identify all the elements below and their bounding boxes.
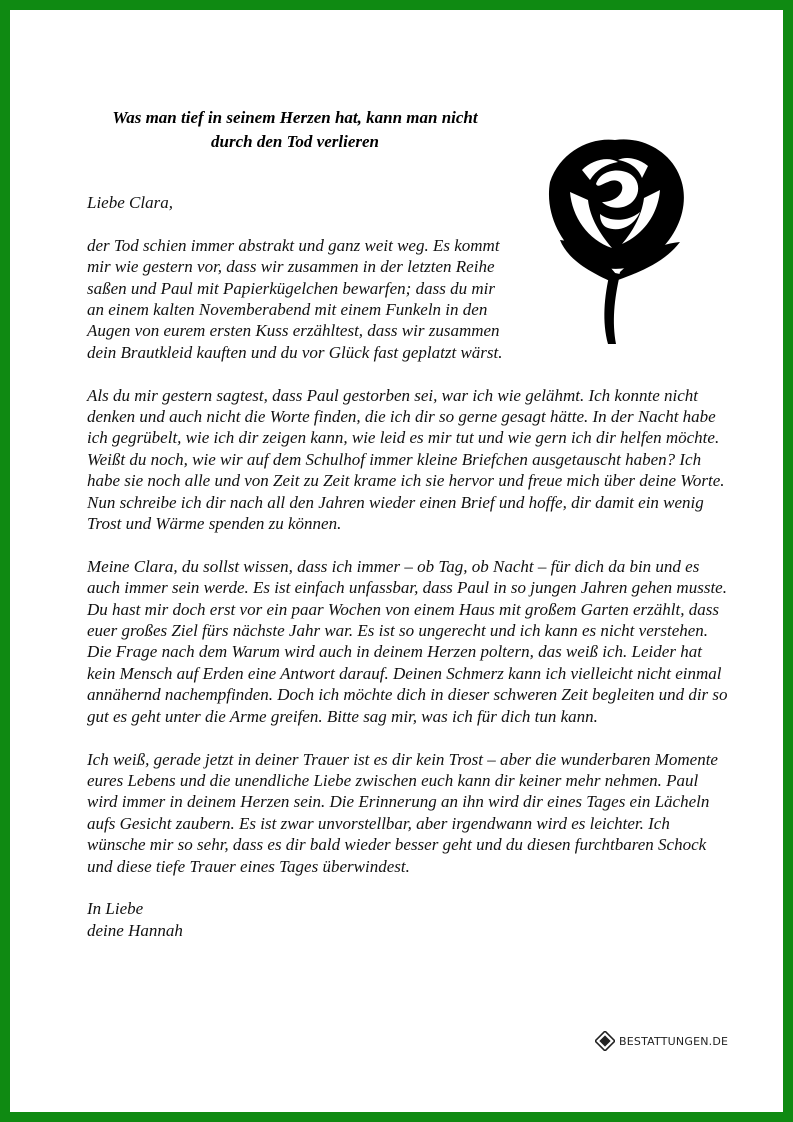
paragraph-4: Ich weiß, gerade jetzt in deiner Trauer ist es dir kein Trost – aber die wunderbaren Momente eures Lebens und die unendliche Liebe zwischen euch kann dir keiner mehr nehmen. Paul wird immer in deinem Herzen sein. Die Erinnerung an ihn wird dir eines Tages ein Lächeln aufs Gesicht zaubern. Es ist zwar unvorstellbar, aber irgendwann wird es leichter. Ich wünsche mir so sehr, dass es dir bald wieder besser geht und du diesen furchtbaren Schock und diese tiefe Trauer eines Tages überwindest. <box>87 749 718 876</box>
title-line-2: durch den Tod verlieren <box>211 132 379 151</box>
closing-line-1: In Liebe <box>87 899 144 919</box>
bestattungen-logo-icon <box>595 1031 615 1051</box>
brand-name: BESTATTUNGEN.DE <box>619 1034 729 1048</box>
paragraph-3: Meine Clara, du sollst wissen, dass ich immer – ob Tag, ob Nacht – für dich da bin und es auch immer sein werde. Es ist einfach unfassbar, dass Paul in so jungen Jahren gehen musste. Du hast mir doch erst vor ein paar Wochen von einem Haus mit großem Garten erzählt, dass euer großes Ziel fürs nächste Jahr war. Es ist so ungerecht und ich kann es nicht verstehen. Die Frage nach dem Warum wird auch in deinem Herzen poltern, das weiß ich. Leider hat kein Mensch auf Erden eine Antwort darauf. Deinen Schmerz kann ich vielleicht nicht einmal annähernd nachempfinden. Doch ich möchte dich in dieser schweren Zeit begleiten und dir so gut es geht unter die Arme greifen. Bitte sag mir, was ich für dich tun kann. <box>87 556 728 726</box>
letter-body <box>87 192 732 941</box>
signature: deine Hannah <box>87 920 183 940</box>
brand-logo <box>595 1030 728 1052</box>
paragraph-2: Als du mir gestern sagtest, dass Paul gestorben sei, war ich wie gelähmt. Ich konnte nicht denken und auch nicht die Worte finden, die ich dir so gerne gesagt hätte. In der Nacht habe ich gegrübelt, wie ich dir zeigen kann, wie leid es mir tut und wie gern ich dir helfen möchte. Weißt du noch, wie wir auf dem Schulhof immer kleine Briefchen ausgetauscht haben? Ich habe sie noch alle und von Zeit zu Zeit krame ich sie hervor und freue mich über deine Worte. Nun schreibe ich dir nach all den Jahren wieder einen Brief und hoffe, dir damit ein wenig Trost und Wärme spenden zu können. <box>87 385 725 534</box>
closing <box>87 898 732 941</box>
salutation: Liebe Clara, <box>87 193 173 212</box>
title-line-1: Was man tief in seinem Herzen hat, kann man nicht <box>112 108 478 127</box>
paragraph-1: der Tod schien immer abstrakt und ganz weit weg. Es kommt mir wie gestern vor, dass wir zusammen in der letzten Reihe saßen und Paul mit Papierkügelchen bewarfen; dass du mir an einem kalten Novemberabend mit einem Funkeln in den Augen von eurem ersten Kuss erzähltest, dass wir zusammen dein Brautkleid kauften und du vor Glück fast geplatzt wärst. <box>87 235 503 362</box>
letter-title <box>70 106 520 154</box>
